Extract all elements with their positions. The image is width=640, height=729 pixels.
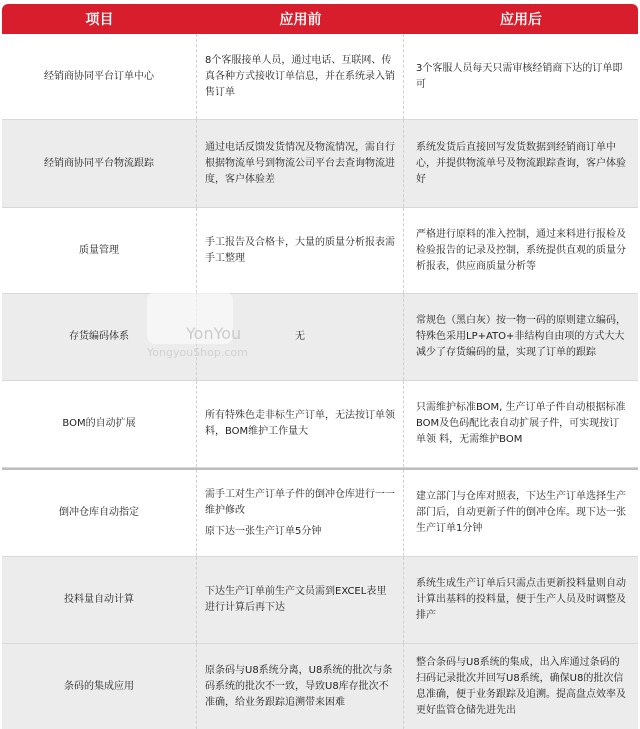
- row-before: 需手工对生产订单子件的倒冲仓库进行一一维护修改 原下达一张生产订单5分钟: [197, 470, 404, 556]
- table-row: [2, 644, 638, 729]
- row-after: 只需维护标准BOM, 生产订单子件自动根据标准BOM及色码配比表自动扩展子件，可实现按订单领 料，无需维护BOM: [416, 402, 626, 445]
- table-row: [2, 294, 638, 381]
- table-row: [2, 120, 638, 208]
- row-before: 8个客服接单人员，通过电话、互联网、传真各种方式接收订单信息，并在系统录入销售订单: [197, 34, 404, 119]
- row-after: 系统发货后直接回写发货数据到经销商订单中心，并提供物流单号及物流跟踪查询，客户体验好: [416, 141, 626, 185]
- row-after: 3个客服人员每天只需审核经销商下达的订单即可: [416, 62, 623, 90]
- row-after: 严格进行原料的准入控制，通过来料进行报检及检验报告的记录及控制，系统提供直观的质量分析报表，供应商质量分析等: [416, 228, 626, 272]
- comparison-table: [2, 4, 638, 729]
- row-item: 条码的集成应用: [2, 644, 197, 729]
- row-before: 下达生产订单前生产文员需到EXCEL表里进行计算后再下达: [197, 557, 404, 643]
- row-item: 质量管理: [2, 208, 197, 293]
- row-item: 经销商协同平台物流跟踪: [2, 120, 197, 207]
- header-after: 应用后: [500, 12, 542, 28]
- row-before: 通过电话反馈发货情况及物流情况，需自行根据物流单号到物流公司平台去查询物流进度，客户体验差: [197, 120, 404, 207]
- watermark-site: YongyouShop.com: [147, 346, 248, 359]
- row-before: 无: [197, 294, 404, 380]
- row-item: 经销商协同平台订单中心: [2, 34, 197, 119]
- row-after: 常规色（黑白灰）按一物一码的原则建立编码，特殊色采用LP+ATO+非结构自由项的方式大大减少了存货编码的量，实现了订单的跟踪: [416, 315, 626, 358]
- table-row: [2, 208, 638, 294]
- table-row: [2, 557, 638, 644]
- row-before: 原条码与U8系统分离，U8系统的批次与条码系统的批次不一致，导致U8库存批次不准确，给业务跟踪追溯带来困难: [197, 644, 404, 729]
- row-item: 倒冲仓库自动指定: [2, 470, 197, 556]
- row-after: 系统生成生产订单后只需点击更新投料量则自动计算出基料的投料量，便于生产人员及时调整及排产: [416, 578, 626, 621]
- row-before: 所有特殊色走非标生产订单，无法按订单领料，BOM维护工作量大: [197, 381, 404, 467]
- header-item: 项目: [85, 12, 114, 28]
- table-row: [2, 381, 638, 468]
- table-row: [2, 34, 638, 120]
- table-row: [2, 468, 638, 557]
- row-before: 手工报告及合格卡，大量的质量分析报表需手工整理: [197, 208, 404, 293]
- row-item: 存货编码体系: [2, 294, 197, 380]
- table-header: [2, 4, 638, 34]
- header-before: 应用前: [279, 12, 322, 28]
- row-item: BOM的自动扩展: [2, 381, 197, 467]
- row-item: 投料量自动计算: [2, 557, 197, 643]
- watermark-logo: YonYou: [186, 324, 242, 343]
- row-after: 整合条码与U8系统的集成，出入库通过条码的扫码记录批次并回写U8系统，确保U8的批次信息准确，便于业务跟踪及追溯。提高盘点效率及更好监管仓储先进先出: [416, 656, 626, 716]
- row-after: 建立部门与仓库对照表，下达生产订单选择生产部门后，自动更新子件的倒冲仓库。现下达一张生产订单1分钟: [416, 491, 626, 534]
